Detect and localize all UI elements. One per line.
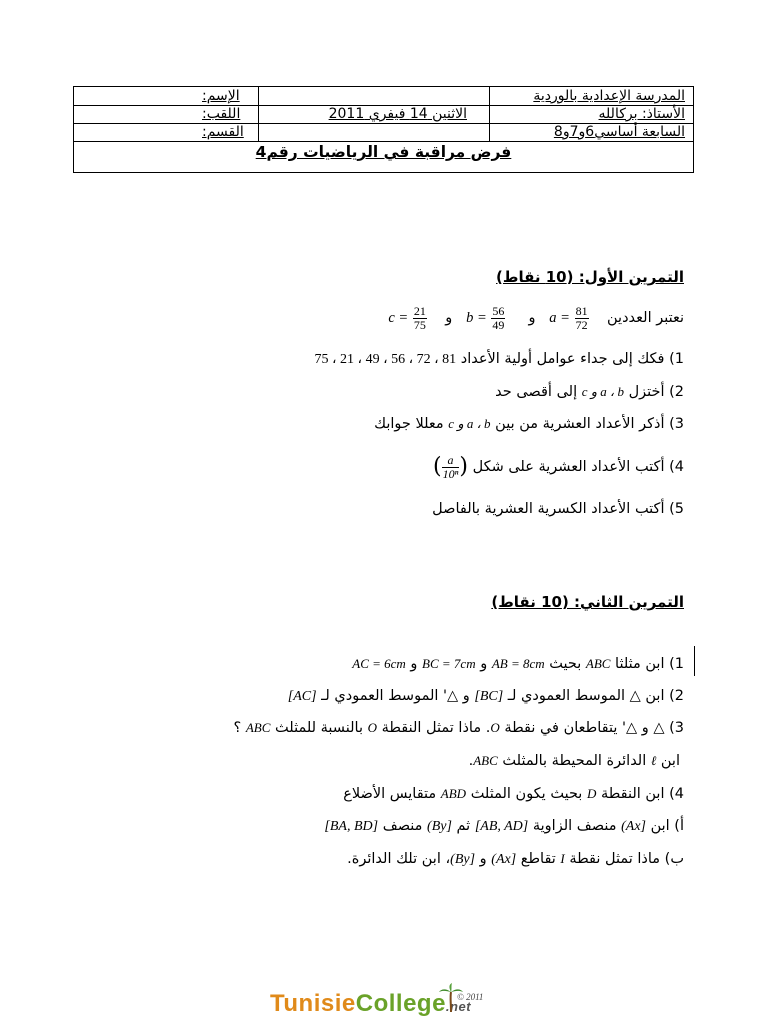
surname-label: اللقب: xyxy=(202,106,241,122)
and-word: و xyxy=(480,656,488,672)
q3-vars: a ، b و c xyxy=(448,416,491,431)
q4-text: 4) أكتب الأعداد العشرية على شكل xyxy=(472,459,684,475)
point-d: D xyxy=(586,786,597,801)
angle-ba-bd: [BA, BD] xyxy=(324,819,379,834)
q4b-text: ب) ماذا تمثل نقطة xyxy=(569,851,684,867)
ex2-question-4a xyxy=(324,816,684,837)
question-mark: ؟ xyxy=(233,720,242,736)
point-o: O xyxy=(490,720,500,735)
q2-tail: إلى أقصى حد xyxy=(495,384,578,400)
q2-text: 2) ابن △ الموسط العمودي لـ xyxy=(507,688,684,704)
q4a-mid2: منصف xyxy=(382,818,423,834)
ex1-intro: نعتبر العددين xyxy=(607,310,684,326)
ex1-question-2 xyxy=(495,382,684,402)
segment-ac: [AC] xyxy=(287,689,317,704)
q4-text: 4) ابن النقطة xyxy=(600,786,684,802)
and-word: و xyxy=(479,851,487,867)
q4a-text: أ) ابن xyxy=(650,818,684,834)
ab-length: AB = 8cm xyxy=(491,656,545,671)
q1-text: 1) ابن مثلثا xyxy=(615,656,684,672)
exercise-2-title: التمرين الثاني: (10 نقاط) xyxy=(491,593,684,611)
segment-bc: [BC] xyxy=(474,689,504,704)
point-o: O xyxy=(367,720,377,735)
ray-by: [By) xyxy=(427,819,452,834)
q2-vars: a ، b و c xyxy=(581,384,624,399)
q3-text: 3) △ و △' يتقاطعان في نقطة xyxy=(504,720,684,736)
fraction-a: $\frac{81}{72}$ xyxy=(575,303,588,332)
ex1-question-5: 5) أكتب الأعداد الكسرية العشرية بالفاصل xyxy=(432,501,684,517)
paren-right: ) xyxy=(433,454,442,479)
q3-text: 3) أذكر الأعداد العشرية من بين xyxy=(495,416,684,432)
ex1-intro-line xyxy=(388,303,684,333)
exam-title: فرض مراقبة في الرياضيات رقم4 xyxy=(255,143,512,161)
angle-ab-ad: [AB, AD] xyxy=(474,819,529,834)
q1-numbers: 81 ، 72 ، 56 ، 49 ، 21 ، 75 xyxy=(314,352,457,367)
text-cursor xyxy=(694,646,695,676)
ray-ax: [Ax) xyxy=(621,819,646,834)
period: . xyxy=(468,753,474,769)
class-label: القسم: xyxy=(202,124,244,140)
paren-left: ( xyxy=(459,454,468,479)
ac-length: AC = 6cm xyxy=(352,656,406,671)
class-level: السابعة أساسي6و7و8 xyxy=(553,124,685,140)
b-label: b = xyxy=(466,310,487,326)
ex2-question-3b xyxy=(469,751,680,771)
q4b-mid: تقاطع xyxy=(520,851,556,867)
q4a-mid: منصف الزاوية xyxy=(532,818,617,834)
circle-l: ℓ xyxy=(650,753,657,768)
and-word: و xyxy=(445,310,453,326)
ex2-question-1 xyxy=(352,654,684,674)
teacher-name: الأستاذ: بركالله xyxy=(598,106,685,122)
copyright: © 2011 xyxy=(457,992,484,1002)
fraction-a-over-10n: $\frac{a}{\text{10ⁿ}}$ xyxy=(442,452,459,481)
fraction-c: $\frac{21}{75}$ xyxy=(413,303,426,332)
exam-date: الاثنين 14 فيفري 2011 xyxy=(328,106,467,122)
q3-tail: معللا جوابك xyxy=(374,416,444,432)
point-i: I xyxy=(560,851,565,866)
a-label: a = xyxy=(549,310,570,326)
q1-mid: بحيث xyxy=(549,656,582,672)
q4-tail: متقايس الأضلاع xyxy=(343,786,437,802)
ex2-question-4 xyxy=(343,784,684,804)
q2-text: 2) أختزل xyxy=(628,384,684,400)
q3b-text: ابن xyxy=(660,753,680,769)
row-divider xyxy=(74,141,693,142)
name-label: الإسم: xyxy=(202,88,240,104)
header-table xyxy=(73,86,694,173)
bc-length: BC = 7cm xyxy=(422,656,476,671)
ex2-question-3 xyxy=(234,718,684,738)
ex2-question-4b xyxy=(347,849,684,870)
logo-net: .net xyxy=(445,999,472,1014)
logo-part-1: Tunisie xyxy=(270,990,356,1017)
exercise-1-title: التمرين الأول: (10 نقاط) xyxy=(496,268,684,286)
q2-mid: و △' الموسط العمودي لـ xyxy=(321,688,470,704)
c-label: c = xyxy=(388,310,409,326)
logo-part-2: College xyxy=(355,990,446,1017)
ex2-question-2 xyxy=(288,686,684,707)
ray-by: [By) xyxy=(450,852,476,867)
abc: ABC xyxy=(245,720,271,735)
ex1-question-4 xyxy=(433,452,684,482)
ex1-question-3 xyxy=(374,414,684,434)
q3-mid: . ماذا تمثل النقطة xyxy=(381,720,491,736)
and-word: و xyxy=(528,310,536,326)
abc: ABC xyxy=(473,753,498,768)
ex1-question-1 xyxy=(315,349,685,370)
q4-mid: بحيث يكون المثلث xyxy=(470,786,583,802)
school-name: المدرسة الإعدادية بالوردية xyxy=(533,88,685,104)
q3b-tail: الدائرة المحيطة بالمثلث xyxy=(502,753,647,769)
fraction-b: $\frac{56}{49}$ xyxy=(492,303,505,332)
abc: ABC xyxy=(585,656,611,671)
q4b-tail: ، ابن تلك الدائرة. xyxy=(347,851,451,867)
ray-ax: [Ax) xyxy=(491,852,517,867)
col-divider xyxy=(258,87,259,141)
abd: ABD xyxy=(440,786,467,801)
col-divider xyxy=(489,87,490,141)
q1-text: 1) فكك إلى جداء عوامل أولية الأعداد xyxy=(460,351,684,367)
then-word: ثم xyxy=(456,818,471,834)
q3-tail: بالنسبة للمثلث xyxy=(275,720,363,736)
and-word: و xyxy=(410,656,418,672)
